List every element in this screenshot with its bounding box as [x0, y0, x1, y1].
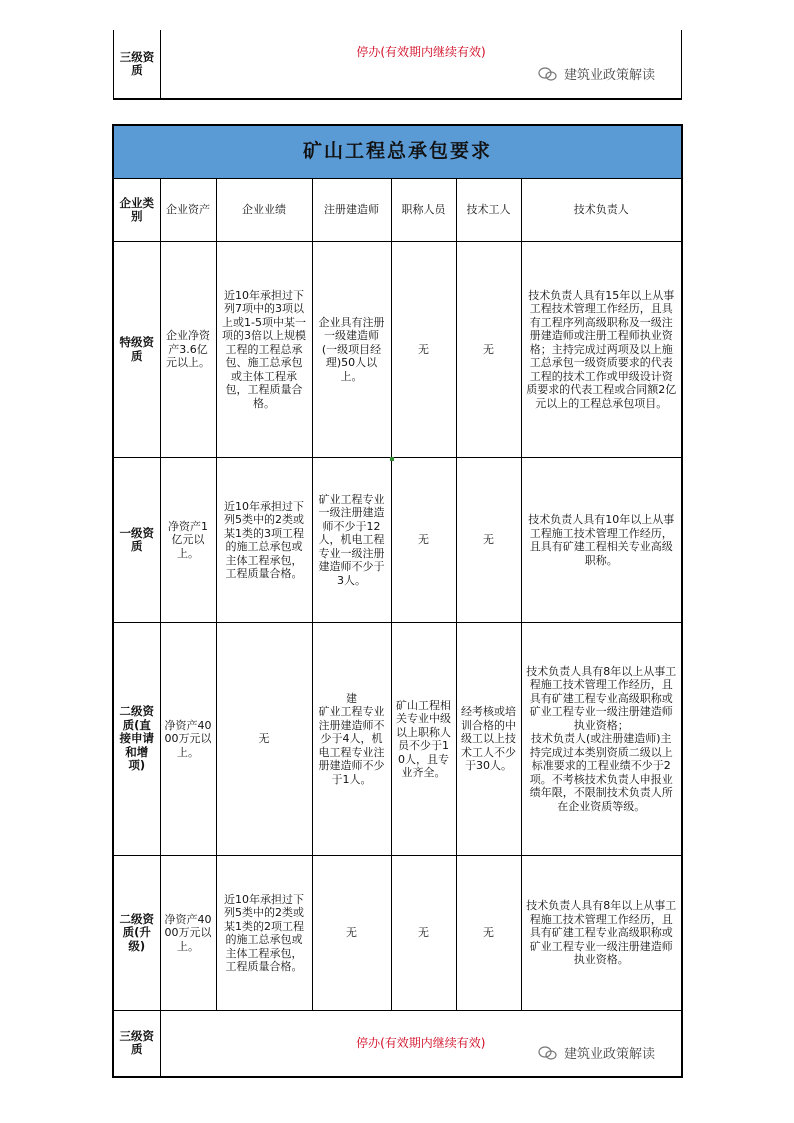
status-text: 停办(有效期内继续有效) — [356, 45, 486, 60]
row-constructor: 建 矿业工程专业注册建造师不少于4人，机电工程专业注册建造师不少于1人。 — [312, 623, 391, 856]
row-level: 二级资质(升级) — [113, 856, 160, 1011]
watermark-bottom — [538, 1043, 655, 1062]
footer-level: 三级资质 — [113, 1011, 160, 1077]
row-assets: 企业净资产3.6亿元以上。 — [160, 242, 216, 458]
row-level: 特级资质 — [113, 242, 160, 458]
row-level: 一级资质 — [113, 458, 160, 623]
row-tech-lead: 技术负责人具有15年以上从事工程技术管理工作经历，且具有工程序列高级职称及一级注册建造师或注册工程师执业资格；主持完成过两项及以上施工总承包一级资质要求的代表工程的技术工作或甲级设计资质要求的代表工程或合同额2亿元以上的工程总承包项目。 — [521, 242, 682, 458]
row-performance: 近10年承担过下列5类中的2类或某1类的3项工程的施工总承包或主体工程承包，工程质量合格。 — [216, 458, 312, 623]
row-workers: 无 — [456, 856, 521, 1011]
header-row — [113, 179, 682, 242]
row-assets: 净资产4000万元以上。 — [160, 856, 216, 1011]
table-row — [113, 458, 682, 623]
table-row — [113, 856, 682, 1011]
watermark — [538, 64, 655, 83]
level-cell: 三级资质 — [114, 30, 161, 99]
row-constructor: 无 — [312, 856, 391, 1011]
row-workers: 无 — [456, 242, 521, 458]
row-assets: 净资产4000万元以上。 — [160, 623, 216, 856]
footer-status: 停办(有效期内继续有效) — [160, 1011, 682, 1077]
row-workers: 无 — [456, 458, 521, 623]
mining-requirements-table — [112, 124, 683, 1078]
wechat-icon — [538, 1046, 558, 1060]
header-tech-lead: 技术负责人 — [521, 179, 682, 242]
table-row — [113, 623, 682, 856]
row-tech-lead: 技术负责人具有10年以上从事工程施工技术管理工作经历，且具有矿建工程相关专业高级职称。 — [521, 458, 682, 623]
row-performance: 无 — [216, 623, 312, 856]
watermark-text: 建筑业政策解读 — [564, 68, 656, 83]
row-constructor: 矿业工程专业一级注册建造师不少于12人，机电工程专业一级注册建造师不少于3人。 — [312, 458, 391, 623]
row-titled: 无 — [391, 856, 456, 1011]
row-assets: 净资产1亿元以上。 — [160, 458, 216, 623]
row-constructor: 企业具有注册 一级建造师(一级项目经理)50人以上。 — [312, 242, 391, 458]
row-performance: 近10年承担过下列7项中的3项以上或1-5项中某一项的3倍以上规模工程的工程总承包、施工总承包或主体工程承包，工程质量合格。 — [216, 242, 312, 458]
header-performance: 企业业绩 — [216, 179, 312, 242]
row-performance: 近10年承担过下列5类中的2类或某1类的2项工程的施工总承包或主体工程承包，工程质量合格。 — [216, 856, 312, 1011]
table-row — [113, 242, 682, 458]
cell-marker — [390, 457, 394, 461]
wechat-icon — [538, 67, 558, 81]
header-constructor: 注册建造师 — [312, 179, 391, 242]
header-assets: 企业资产 — [160, 179, 216, 242]
header-level: 企业类别 — [113, 179, 160, 242]
row-level: 二级资质(直接申请和增项) — [113, 623, 160, 856]
row-tech-lead: 技术负责人具有8年以上从事工程施工技术管理工作经历，且具有矿建工程专业高级职称或矿业工程专业一级注册建造师执业资格。 — [521, 856, 682, 1011]
row-tech-lead: 技术负责人具有8年以上从事工程施工技术管理工作经历，且具有矿建工程专业高级职称或矿业工程专业一级注册建造师执业资格； 技术负责人(或注册建造师)主持完成过本类别资质二级以上标准要求的工程业绩不少于2项。不考核技术负责人申报业绩年限，不限制技术负责人所在企业资质等级。 — [521, 623, 682, 856]
row-titled: 无 — [391, 458, 456, 623]
watermark-text: 建筑业政策解读 — [564, 1047, 656, 1062]
row-titled: 矿山工程相关专业中级以上职称人员不少于10人，且专业齐全。 — [391, 623, 456, 856]
table-title: 矿山工程总承包要求 — [113, 125, 682, 179]
header-titled: 职称人员 — [391, 179, 456, 242]
row-titled: 无 — [391, 242, 456, 458]
row-workers: 经考核或培训合格的中级工以上技术工人不少于30人。 — [456, 623, 521, 856]
header-workers: 技术工人 — [456, 179, 521, 242]
